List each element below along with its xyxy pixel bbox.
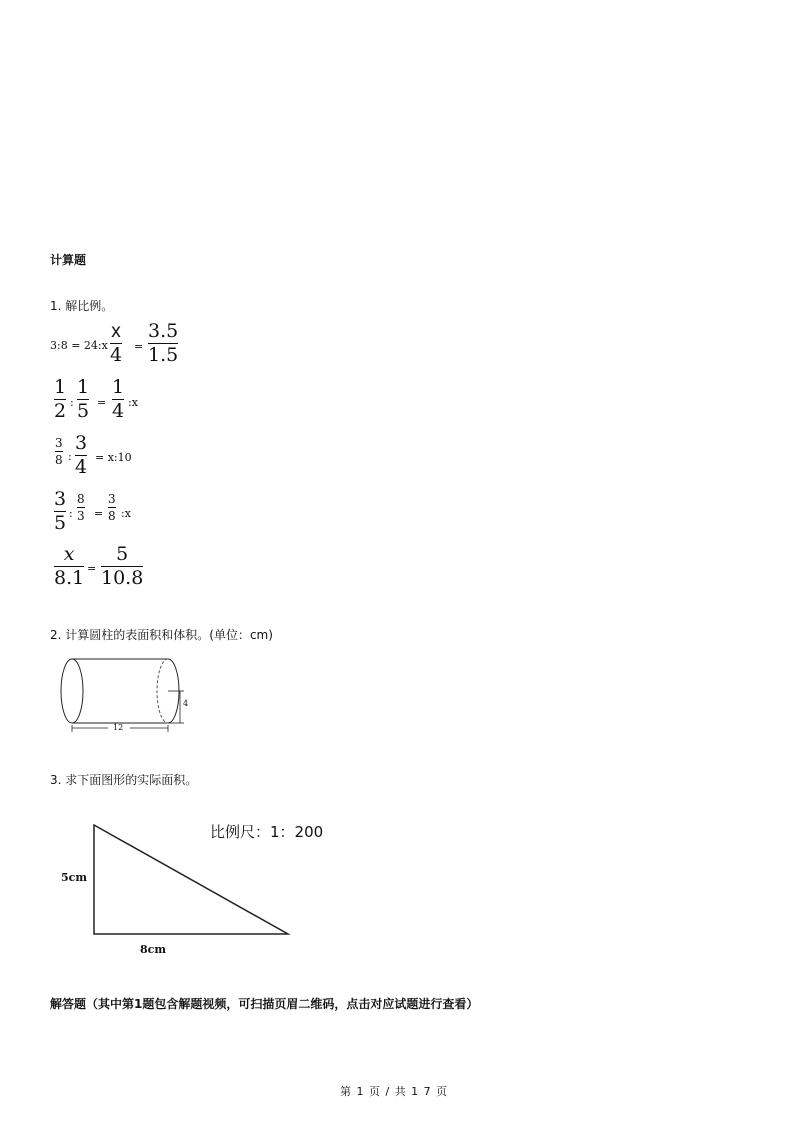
denominator: 2 [54, 400, 67, 422]
cylinder-figure [56, 652, 216, 742]
numerator: 3 [54, 488, 67, 510]
colon: : [69, 507, 73, 520]
numerator: 3 [108, 492, 116, 506]
triangle-side-label: 5cm [61, 871, 87, 884]
fraction-x-over-4 [110, 322, 122, 365]
fraction-3-over-8 [55, 437, 63, 466]
fraction-5-over-10.8 [101, 545, 143, 588]
numerator: x [63, 543, 75, 565]
denominator: 5 [77, 400, 90, 422]
numerator: 1 [54, 376, 67, 398]
numerator: 8 [77, 492, 85, 506]
numerator: x [111, 321, 121, 342]
section-title-calculation: 计算题 [50, 253, 87, 267]
equals-sign: = [94, 507, 104, 520]
denominator: 8.1 [54, 567, 85, 589]
ratio-tail: = x:10 [95, 451, 132, 464]
fraction-8-over-3 [77, 493, 85, 522]
denominator: 10.8 [101, 567, 144, 589]
equals-sign: = [97, 396, 107, 409]
fraction-1-over-2 [54, 378, 66, 421]
fraction-3-over-5 [54, 490, 66, 533]
numerator: 3 [75, 432, 88, 454]
question-1-text: 1. 解比例。 [50, 299, 114, 313]
numerator: 1 [112, 376, 125, 398]
denominator: 4 [112, 400, 125, 422]
equation-1: 3:8 = 24:x [50, 339, 108, 352]
ratio-tail: :x [128, 396, 138, 409]
equals-sign: = [87, 562, 97, 575]
page-footer: 第 1 页 / 共 1 7 页 [340, 1085, 449, 1098]
denominator: 4 [110, 344, 123, 366]
colon: : [68, 450, 72, 463]
fraction-3-over-4 [75, 434, 87, 477]
denominator: 5 [54, 512, 67, 534]
triangle-figure [88, 820, 298, 942]
fraction-1-over-5 [77, 378, 89, 421]
denominator: 4 [75, 456, 88, 478]
cylinder-length-label: 12 [113, 723, 124, 732]
question-3-text: 3. 求下面图形的实际面积。 [50, 773, 198, 787]
triangle-drawing [88, 820, 298, 942]
numerator: 1 [77, 376, 90, 398]
fraction-3.5-over-1.5 [148, 322, 178, 365]
fraction-bar [108, 507, 116, 508]
question-2-text: 2. 计算圆柱的表面积和体积。(单位：cm) [50, 628, 273, 642]
section-title-answer: 解答题（其中第1题包含解题视频，可扫描页眉二维码，点击对应试题进行查看） [50, 997, 479, 1011]
colon: : [70, 396, 74, 409]
numerator: 5 [116, 543, 129, 565]
fraction-bar [77, 507, 85, 508]
cylinder-height-label: 4 [183, 699, 189, 708]
fraction-bar [55, 451, 63, 452]
denominator: 1.5 [148, 344, 179, 366]
cylinder-drawing [56, 652, 216, 742]
denominator: 8 [55, 453, 63, 467]
scale-label: 比例尺：1：200 [210, 823, 324, 841]
fraction-x-over-8.1 [54, 545, 84, 588]
denominator: 8 [108, 509, 116, 523]
denominator: 3 [77, 509, 85, 523]
numerator: 3.5 [148, 320, 179, 342]
fraction-1-over-4 [112, 378, 124, 421]
triangle-base-label: 8cm [140, 943, 166, 956]
equals-sign: = [134, 340, 144, 353]
numerator: 3 [55, 436, 63, 450]
ratio-tail: :x [121, 507, 131, 520]
fraction-3-over-8 [108, 493, 116, 522]
